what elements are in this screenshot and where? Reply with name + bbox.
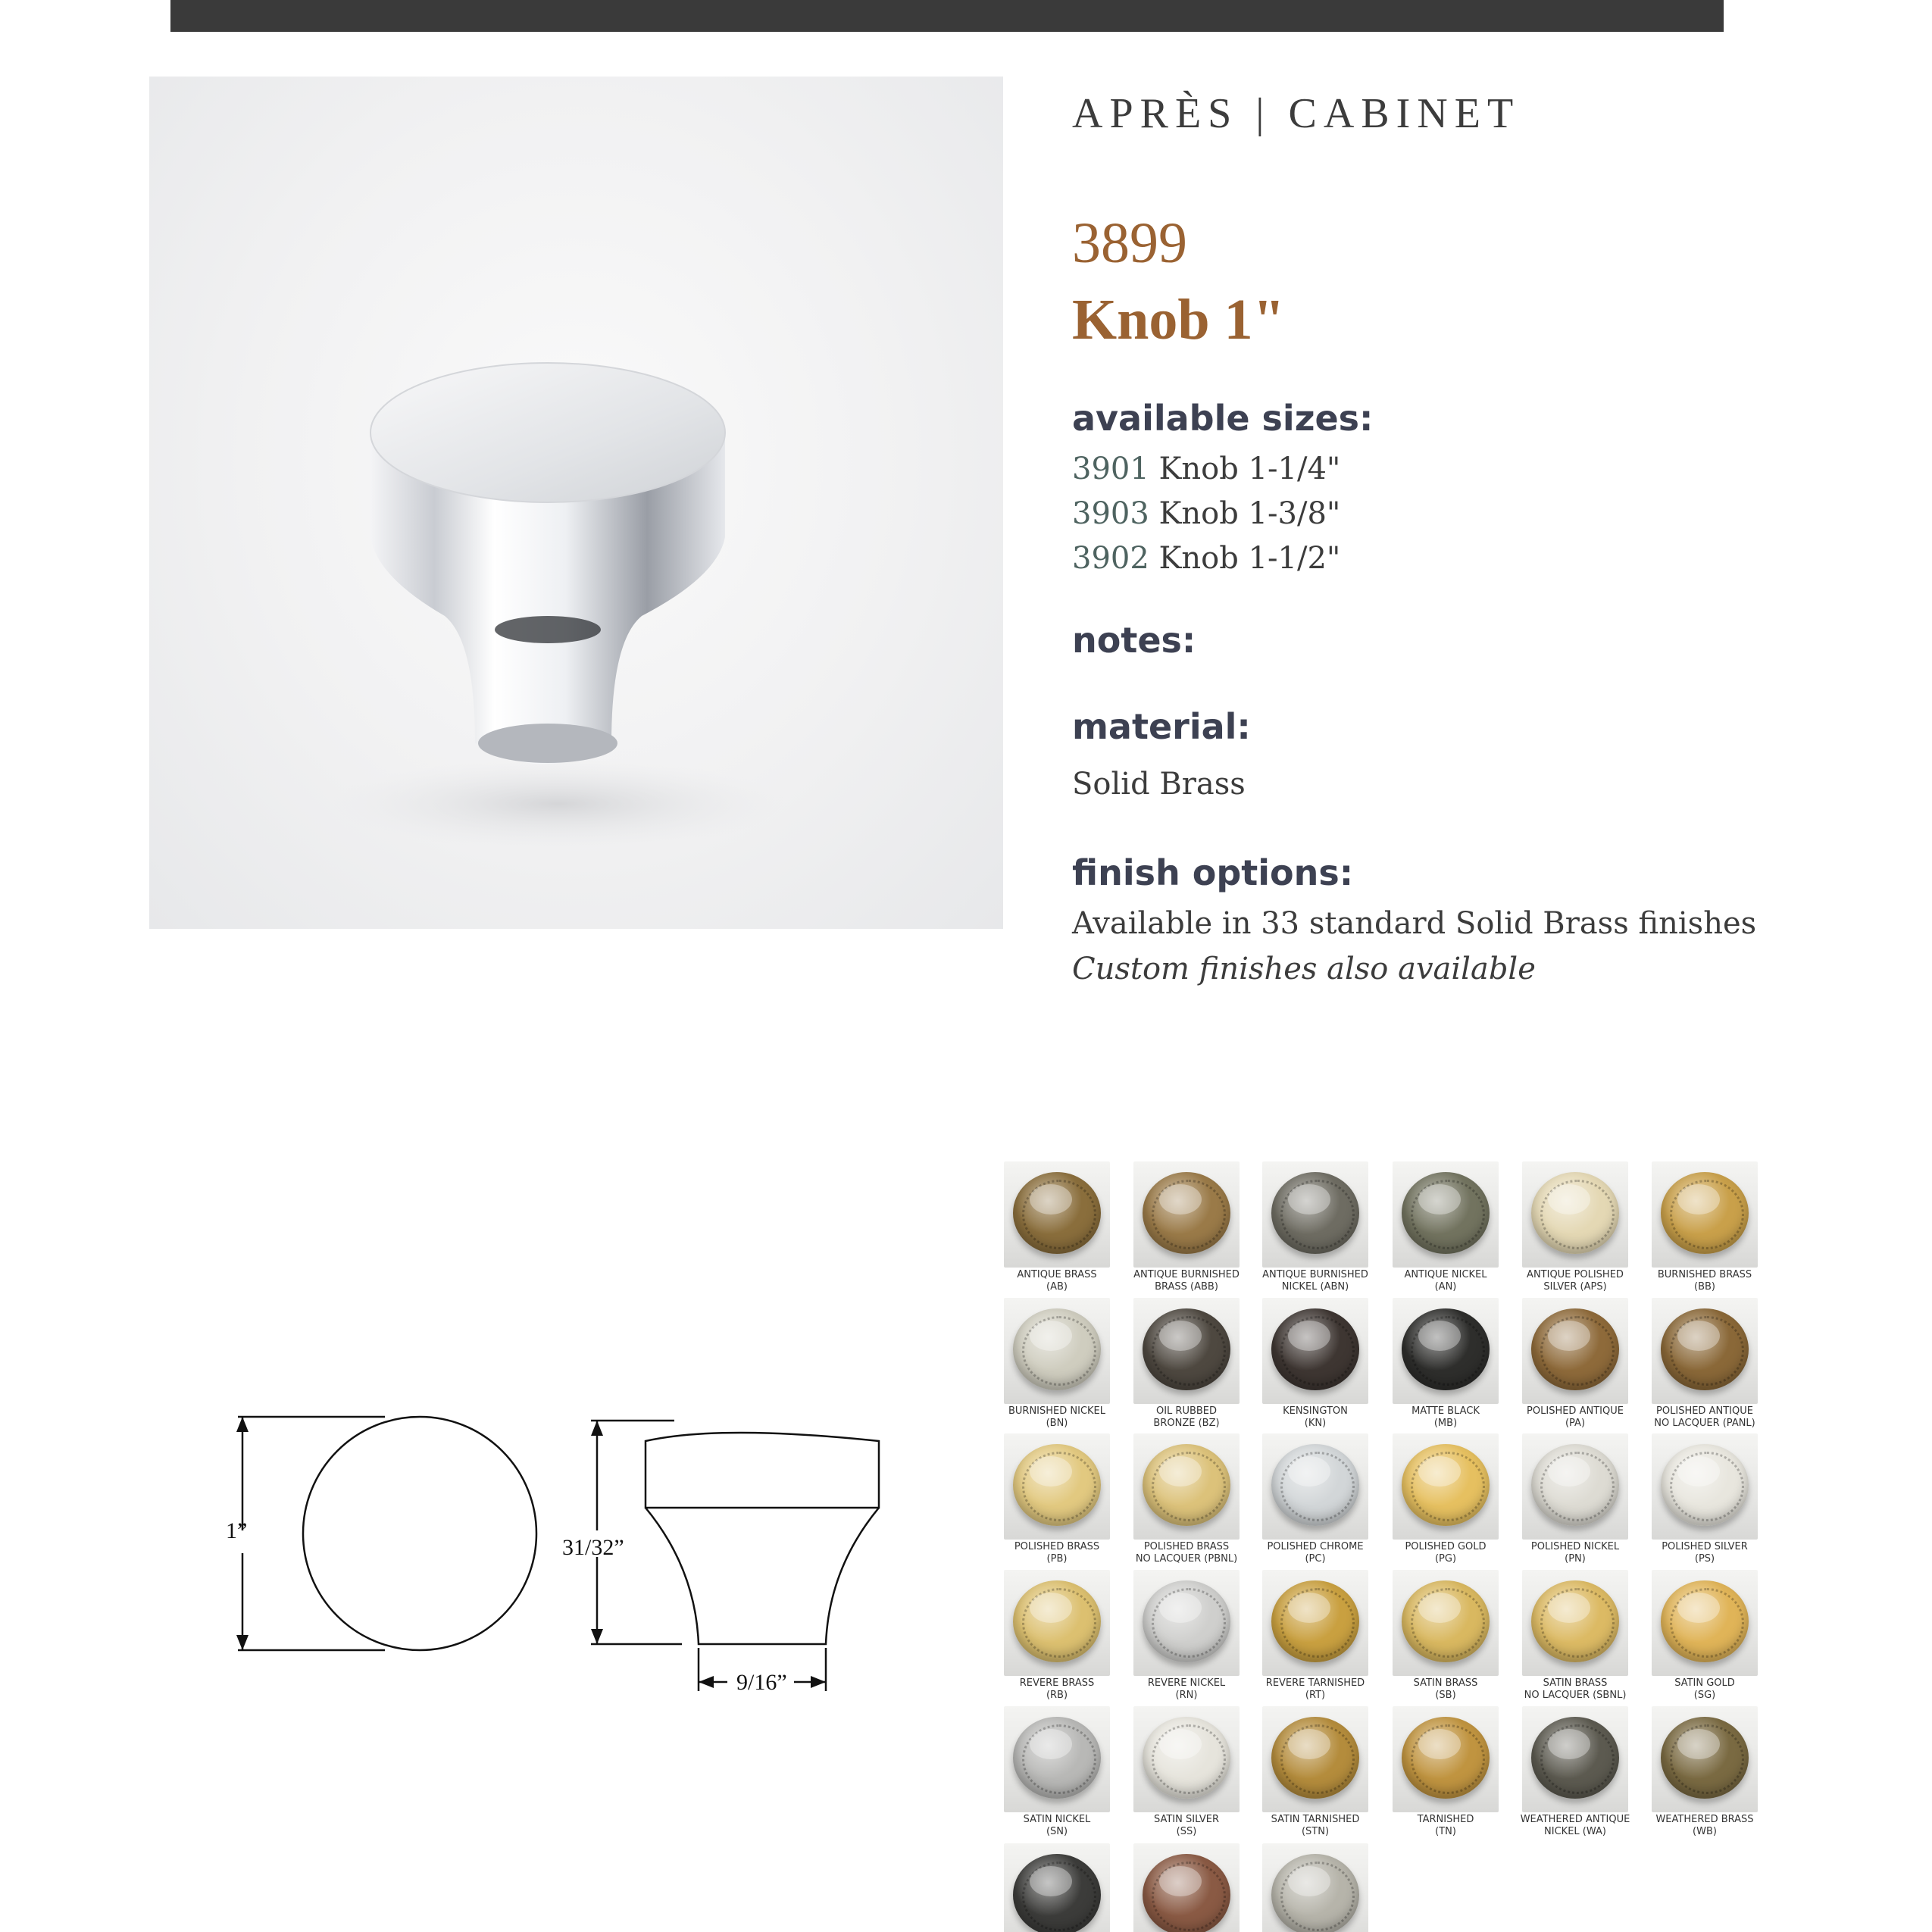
finish-code: NO LACQUER (PBNL) — [1135, 1553, 1238, 1565]
finish-swatch — [1004, 1570, 1118, 1706]
finish-caption — [1385, 1677, 1506, 1702]
finish-name: POLISHED NICKEL — [1530, 1541, 1620, 1552]
finish-caption — [1385, 1814, 1506, 1838]
finish-sample-image — [1004, 1433, 1110, 1540]
finish-heading: finish options: — [1072, 852, 1354, 893]
size-code: 3902 — [1072, 541, 1149, 576]
finish-name: SATIN SILVER — [1153, 1814, 1220, 1825]
finish-caption — [1126, 1269, 1247, 1293]
notes-heading: notes: — [1072, 620, 1196, 661]
finish-swatch — [1522, 1433, 1636, 1570]
finish-line-standard: Available in 33 standard Solid Brass finishes — [1072, 906, 1757, 941]
finish-caption — [1126, 1814, 1247, 1838]
finish-code: (RT) — [1305, 1690, 1326, 1701]
finish-swatch — [1522, 1298, 1636, 1434]
finish-swatch — [1133, 1298, 1247, 1434]
finish-sample-image — [1262, 1706, 1368, 1812]
finish-sample-image — [1393, 1706, 1499, 1812]
finish-swatch — [1004, 1161, 1118, 1298]
brand-title: APRÈS | CABINET — [1072, 90, 1521, 137]
finish-sample-image — [1004, 1706, 1110, 1812]
finish-name: OIL RUBBED — [1155, 1405, 1218, 1417]
size-row — [1072, 541, 1340, 576]
finish-code: (PA) — [1565, 1418, 1586, 1429]
finish-swatch — [1522, 1161, 1636, 1298]
finish-sample-image — [1522, 1161, 1628, 1268]
finish-caption — [1004, 1269, 1118, 1293]
finish-caption — [1644, 1269, 1765, 1293]
size-label: Knob 1-3/8" — [1158, 496, 1341, 531]
finish-sample-image — [1262, 1161, 1368, 1268]
finish-sample-image — [1393, 1433, 1499, 1540]
finish-sample-image — [1652, 1161, 1758, 1268]
finish-code: (PC) — [1305, 1553, 1326, 1565]
finish-sample-image — [1133, 1843, 1240, 1932]
finish-name: KENSINGTON — [1283, 1405, 1348, 1417]
finish-swatch — [1393, 1433, 1506, 1570]
finish-code: NICKEL (WA) — [1544, 1826, 1606, 1837]
finish-code: (SG) — [1693, 1690, 1716, 1701]
finish-caption — [1255, 1541, 1376, 1565]
finish-sample-image — [1393, 1161, 1499, 1268]
finish-code: NO LACQUER (PANL) — [1654, 1418, 1755, 1429]
size-label: Knob 1-1/4" — [1158, 452, 1341, 486]
finish-caption — [1385, 1541, 1506, 1565]
material-value: Solid Brass — [1072, 767, 1246, 802]
finish-sample-image — [1522, 1570, 1628, 1676]
finish-code: (BB) — [1694, 1281, 1715, 1293]
finish-caption — [1004, 1405, 1118, 1430]
finish-name: ANTIQUE NICKEL — [1404, 1269, 1487, 1280]
finish-name: REVERE NICKEL — [1147, 1677, 1226, 1689]
finish-name: POLISHED GOLD — [1405, 1541, 1487, 1552]
product-name: Knob 1" — [1072, 288, 1285, 352]
finish-caption — [1515, 1814, 1636, 1838]
finish-code: (PB) — [1046, 1553, 1068, 1565]
size-row — [1072, 496, 1340, 531]
finish-caption — [1515, 1541, 1636, 1565]
finish-caption — [1255, 1405, 1376, 1430]
finish-swatch — [1262, 1706, 1376, 1843]
finish-name: POLISHED ANTIQUE — [1527, 1405, 1624, 1417]
finish-swatch — [1004, 1298, 1118, 1434]
finish-name: WEATHERED BRASS — [1655, 1814, 1754, 1825]
material-heading: material: — [1072, 706, 1251, 747]
finish-caption — [1004, 1814, 1118, 1838]
finish-name: SATIN BRASS — [1543, 1677, 1608, 1689]
finish-swatch — [1652, 1161, 1765, 1298]
finish-caption — [1515, 1677, 1636, 1702]
size-code: 3903 — [1072, 496, 1149, 531]
height-label: 31/32” — [562, 1535, 624, 1560]
finish-name: REVERE TARNISHED — [1265, 1677, 1365, 1689]
finish-sample-image — [1262, 1433, 1368, 1540]
finish-caption — [1644, 1405, 1765, 1430]
finish-code: (WB) — [1693, 1826, 1717, 1837]
finish-swatch — [1262, 1570, 1376, 1706]
finish-swatch — [1004, 1843, 1118, 1932]
finish-code: (RB) — [1046, 1690, 1068, 1701]
finish-name: SATIN TARNISHED — [1271, 1814, 1360, 1825]
finish-name: POLISHED CHROME — [1267, 1541, 1364, 1552]
finish-sample-image — [1004, 1161, 1110, 1268]
finish-name: ANTIQUE BURNISHED — [1133, 1269, 1240, 1280]
finish-swatch — [1133, 1161, 1247, 1298]
finish-swatch — [1652, 1570, 1765, 1706]
finish-swatch — [1652, 1298, 1765, 1434]
finish-caption — [1255, 1814, 1376, 1838]
finish-sample-image — [1262, 1570, 1368, 1676]
finish-sample-image — [1393, 1570, 1499, 1676]
finish-sample-image — [1004, 1843, 1110, 1932]
finish-caption — [1126, 1405, 1247, 1430]
finish-sample-image — [1004, 1570, 1110, 1676]
base-label: 9/16” — [736, 1670, 787, 1695]
finish-code: NO LACQUER (SBNL) — [1524, 1690, 1627, 1701]
finish-sample-image — [1262, 1298, 1368, 1404]
finish-name: BURNISHED BRASS — [1657, 1269, 1752, 1280]
finish-code: (RN) — [1175, 1690, 1198, 1701]
finish-name: BURNISHED NICKEL — [1008, 1405, 1106, 1417]
finish-code: (BN) — [1046, 1418, 1068, 1429]
finish-name: MATTE BLACK — [1411, 1405, 1480, 1417]
finish-swatch — [1004, 1433, 1118, 1570]
finish-name: POLISHED BRASS — [1143, 1541, 1230, 1552]
finish-name: REVERE BRASS — [1019, 1677, 1095, 1689]
finish-code: NICKEL (ABN) — [1281, 1281, 1349, 1293]
finish-caption — [1004, 1677, 1118, 1702]
finish-swatch — [1133, 1706, 1247, 1843]
finish-name: TARNISHED — [1417, 1814, 1474, 1825]
finish-sample-image — [1522, 1706, 1628, 1812]
finish-name: WEATHERED ANTIQUE — [1520, 1814, 1630, 1825]
finish-caption — [1644, 1814, 1765, 1838]
finish-swatch — [1393, 1706, 1506, 1843]
finish-code: (SS) — [1176, 1826, 1197, 1837]
finish-swatch — [1393, 1570, 1506, 1706]
finish-swatch — [1262, 1298, 1376, 1434]
finish-swatch — [1133, 1433, 1247, 1570]
diameter-label: 1” — [226, 1518, 248, 1543]
finish-code: (PG) — [1434, 1553, 1457, 1565]
finish-swatch — [1393, 1298, 1506, 1434]
finish-swatch — [1522, 1706, 1636, 1843]
finish-code: (SN) — [1046, 1826, 1068, 1837]
finish-swatch — [1522, 1570, 1636, 1706]
dimension-drawing — [220, 1394, 902, 1712]
finish-caption — [1644, 1541, 1765, 1565]
finish-sample-image — [1522, 1298, 1628, 1404]
finish-name: POLISHED ANTIQUE — [1656, 1405, 1753, 1417]
finish-code: (SB) — [1435, 1690, 1456, 1701]
finish-name: POLISHED BRASS — [1014, 1541, 1100, 1552]
finish-code: (MB) — [1433, 1418, 1458, 1429]
finish-sample-image — [1004, 1298, 1110, 1404]
finish-name: SATIN BRASS — [1413, 1677, 1478, 1689]
finish-code: BRASS (ABB) — [1155, 1281, 1218, 1293]
finish-sample-image — [1652, 1570, 1758, 1676]
finish-caption — [1515, 1405, 1636, 1430]
size-label: Knob 1-1/2" — [1158, 541, 1341, 576]
size-code: 3901 — [1072, 452, 1149, 486]
size-row — [1072, 452, 1340, 486]
finish-sample-image — [1652, 1433, 1758, 1540]
finish-code: (PS) — [1694, 1553, 1715, 1565]
finish-name: SATIN NICKEL — [1023, 1814, 1091, 1825]
finish-name: ANTIQUE POLISHED — [1527, 1269, 1624, 1280]
finish-caption — [1255, 1677, 1376, 1702]
finish-code: (AN) — [1434, 1281, 1457, 1293]
finish-caption — [1126, 1677, 1247, 1702]
finish-code: SILVER (APS) — [1543, 1281, 1607, 1293]
finish-swatch — [1133, 1570, 1247, 1706]
finish-code: BRONZE (BZ) — [1153, 1418, 1220, 1429]
sizes-heading: available sizes: — [1072, 398, 1374, 439]
finish-sample-image — [1652, 1706, 1758, 1812]
finish-sample-image — [1522, 1433, 1628, 1540]
finish-sample-image — [1133, 1570, 1240, 1676]
top-bar — [170, 0, 1724, 32]
finish-caption — [1515, 1269, 1636, 1293]
finish-swatch — [1133, 1843, 1247, 1932]
finish-swatch — [1652, 1433, 1765, 1570]
finish-code: (KN) — [1304, 1418, 1327, 1429]
finish-swatch — [1262, 1433, 1376, 1570]
finish-swatch — [1652, 1706, 1765, 1843]
product-photo — [149, 77, 1003, 929]
finish-swatch — [1393, 1161, 1506, 1298]
finish-caption — [1385, 1269, 1506, 1293]
finish-caption — [1385, 1405, 1506, 1430]
finish-sample-image — [1652, 1298, 1758, 1404]
finish-sample-image — [1133, 1161, 1240, 1268]
finish-code: (TN) — [1435, 1826, 1456, 1837]
finish-caption — [1126, 1541, 1247, 1565]
finish-code: (STN) — [1301, 1826, 1330, 1837]
finish-caption — [1004, 1541, 1118, 1565]
finish-sample-image — [1262, 1843, 1368, 1932]
finish-caption — [1255, 1269, 1376, 1293]
model-number: 3899 — [1072, 211, 1187, 275]
finish-caption — [1644, 1677, 1765, 1702]
finish-swatch — [1262, 1843, 1376, 1932]
finish-sample-image — [1133, 1706, 1240, 1812]
finish-name: SATIN GOLD — [1674, 1677, 1735, 1689]
finish-name: POLISHED SILVER — [1662, 1541, 1748, 1552]
finish-sample-image — [1133, 1433, 1240, 1540]
finish-swatch — [1004, 1706, 1118, 1843]
finish-name: ANTIQUE BRASS — [1017, 1269, 1097, 1280]
finish-line-custom: Custom finishes also available — [1072, 952, 1536, 986]
finish-sample-image — [1393, 1298, 1499, 1404]
finish-sample-image — [1133, 1298, 1240, 1404]
finish-code: (AB) — [1046, 1281, 1068, 1293]
finish-name: ANTIQUE BURNISHED — [1262, 1269, 1368, 1280]
finish-swatch — [1262, 1161, 1376, 1298]
finish-swatch-grid — [1004, 1161, 1765, 1932]
knob-image — [149, 77, 1003, 929]
finish-code: (PN) — [1565, 1553, 1586, 1565]
